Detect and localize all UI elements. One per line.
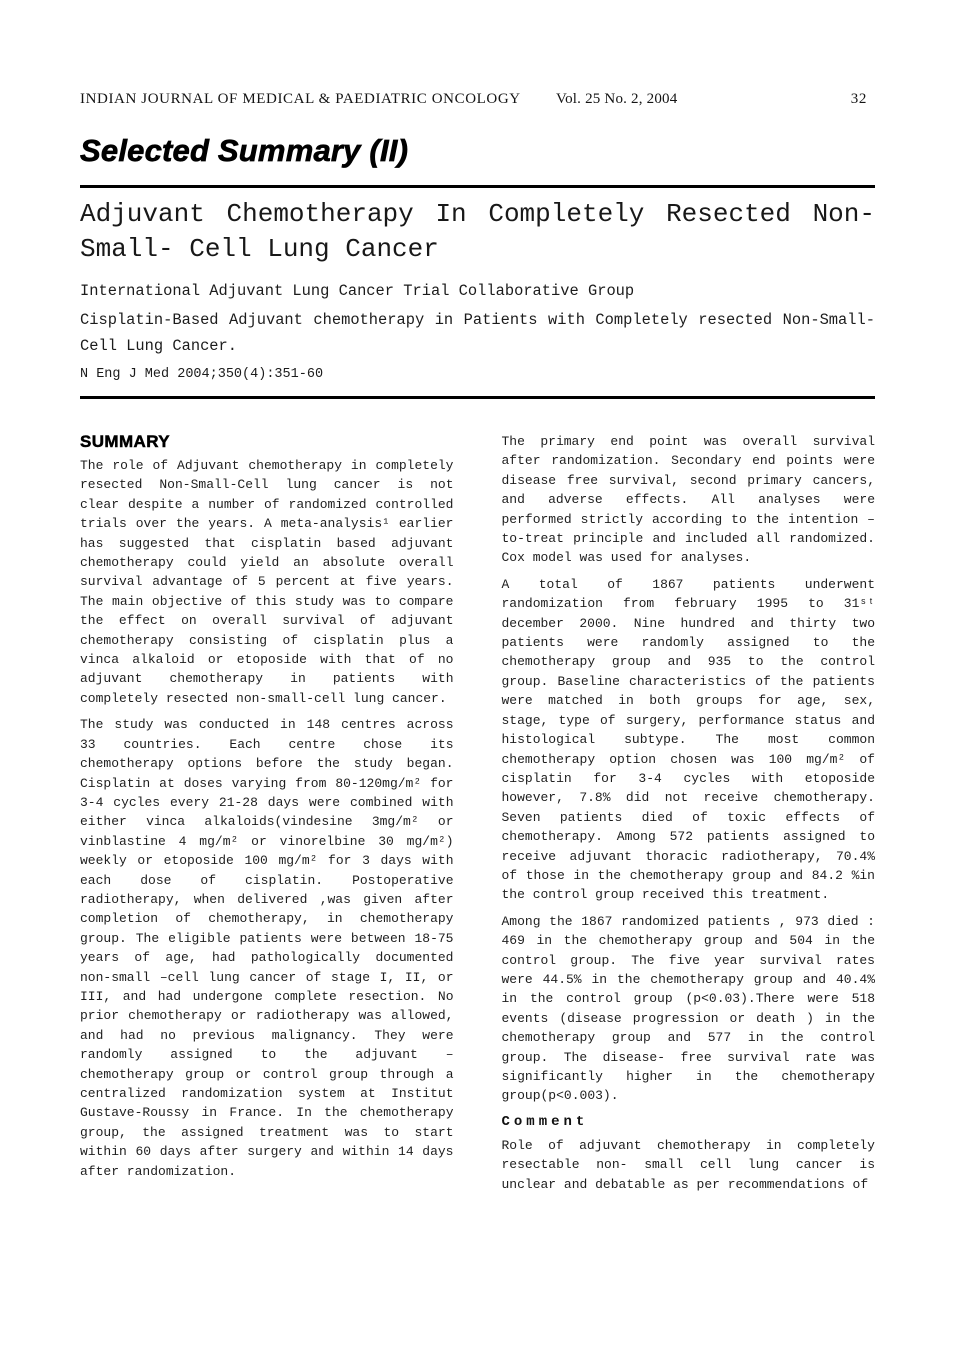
page-number: 32 (850, 91, 867, 107)
article-citation: N Eng J Med 2004;350(4):351-60 (80, 367, 324, 382)
summary-heading: SUMMARY (80, 432, 170, 451)
divider-bottom (80, 396, 875, 399)
left-column (80, 432, 454, 1201)
volume-issue: Vol. 25 No. 2, 2004 (556, 91, 678, 107)
article-body (80, 432, 875, 1201)
article-title: Adjuvant Chemotherapy In Completely Resected Non-Small- Cell Lung Cancer (80, 199, 875, 264)
comment-heading: Comment (501, 1113, 589, 1130)
article-subtitle: Cisplatin-Based Adjuvant chemotherapy in Patients with Completely resected Non-Small-Cell Lung Cancer. (80, 311, 875, 355)
summary-paragraph: Among the 1867 randomized patients , 973 died : 469 in the chemotherapy group and 504 in the control group. The five year survival rates were 44.5% in the chemotherapy group and 40.4% in the control group (p<0.03).There were 518 events (disease progression or death ) in the chemotherapy group and 577 in the control group. The disease- free survival rate was significantly higher in the chemotherapy group(p<0.003). (501, 913, 875, 1104)
summary-paragraph: The primary end point was overall survival after randomization. Secondary end points were disease free survival, second primary cancers, and adverse effects. All analyses were performed strictly according to the intention – to-treat principle and included all randomized. Cox model was used for analyses. (501, 434, 875, 566)
section-title: Selected Summary (II) (80, 133, 409, 168)
comment-paragraph: Role of adjuvant chemotherapy in completely resectable non- small cell lung cancer is unclear and debatable as per recommendations of (501, 1137, 875, 1192)
divider-top (80, 185, 875, 188)
summary-paragraph: A total of 1867 patients underwent randomization from february 1995 to 31ˢᵗ december 2000. Nine hundred and thirty two patients were randomly assigned to the chemotherapy group and 935 to the control group. Baseline characteristics of the patients were matched in both groups for age, sex, stage, type of surgery, performance status and histological subtype. The most common chemotherapy option chosen was 100 mg/m² of cisplatin for 3-4 cycles with etoposide however, 7.8% did not receive chemotherapy. Seven patients died of toxic effects of chemotherapy. Among 572 patients assigned to receive adjuvant thoracic radiotherapy, 70.4% of those in the chemotherapy group and 84.2 %in the control group received this treatment. (501, 576, 875, 903)
summary-paragraph: The role of Adjuvant chemotherapy in completely resected Non-Small-Cell lung cancer is not clear despite a number of randomized controlled trials over the years. A meta-analysis¹ earlier has suggested that cisplatin based adjuvant chemotherapy could yield an absolute overall survival advantage of 5 percent at five years. The main objective of this study was to compare the effect on overall survival of adjuvant chemotherapy consisting of cisplatin plus a vinca alkaloid or etoposide with that of no adjuvant chemotherapy in patients with completely resected non-small-cell lung cancer. (80, 458, 454, 706)
page-header (80, 90, 875, 110)
summary-paragraph: The study was conducted in 148 centres across 33 countries. Each centre chose its chemotherapy options before the study began. Cisplatin at doses varying from 80-120mg/m² for 3-4 cycles every 21-28 days were combined with either vinca alkaloids(vindesine 3mg/m² or vinblastine 4 mg/m² or vinorelbine 30 mg/m²) weekly or etoposide 100 mg/m² for 3 days with each dose of cisplatin. Postoperative radiotherapy, when delivered ,was given after completion of chemotherapy, in chemotherapy group. The eligible patients were between 18-75 years of age, had pathologically documented non-small –cell lung cancer of stage I, II, or III, and had undergone complete resection. No prior chemotherapy or radiotherapy was allowed, and had no previous malignancy. They were randomly assigned to the adjuvant – chemotherapy group or control group through a centralized randomization system at Institut Gustave-Roussy in France. In the chemotherapy group, the assigned treatment was to start within 60 days after surgery and within 14 days after randomization. (80, 717, 454, 1179)
journal-title: INDIAN JOURNAL OF MEDICAL & PAEDIATRIC ONCOLOGY (80, 91, 521, 107)
right-column (502, 432, 876, 1201)
article-authors: International Adjuvant Lung Cancer Trial Collaborative Group (80, 282, 635, 300)
